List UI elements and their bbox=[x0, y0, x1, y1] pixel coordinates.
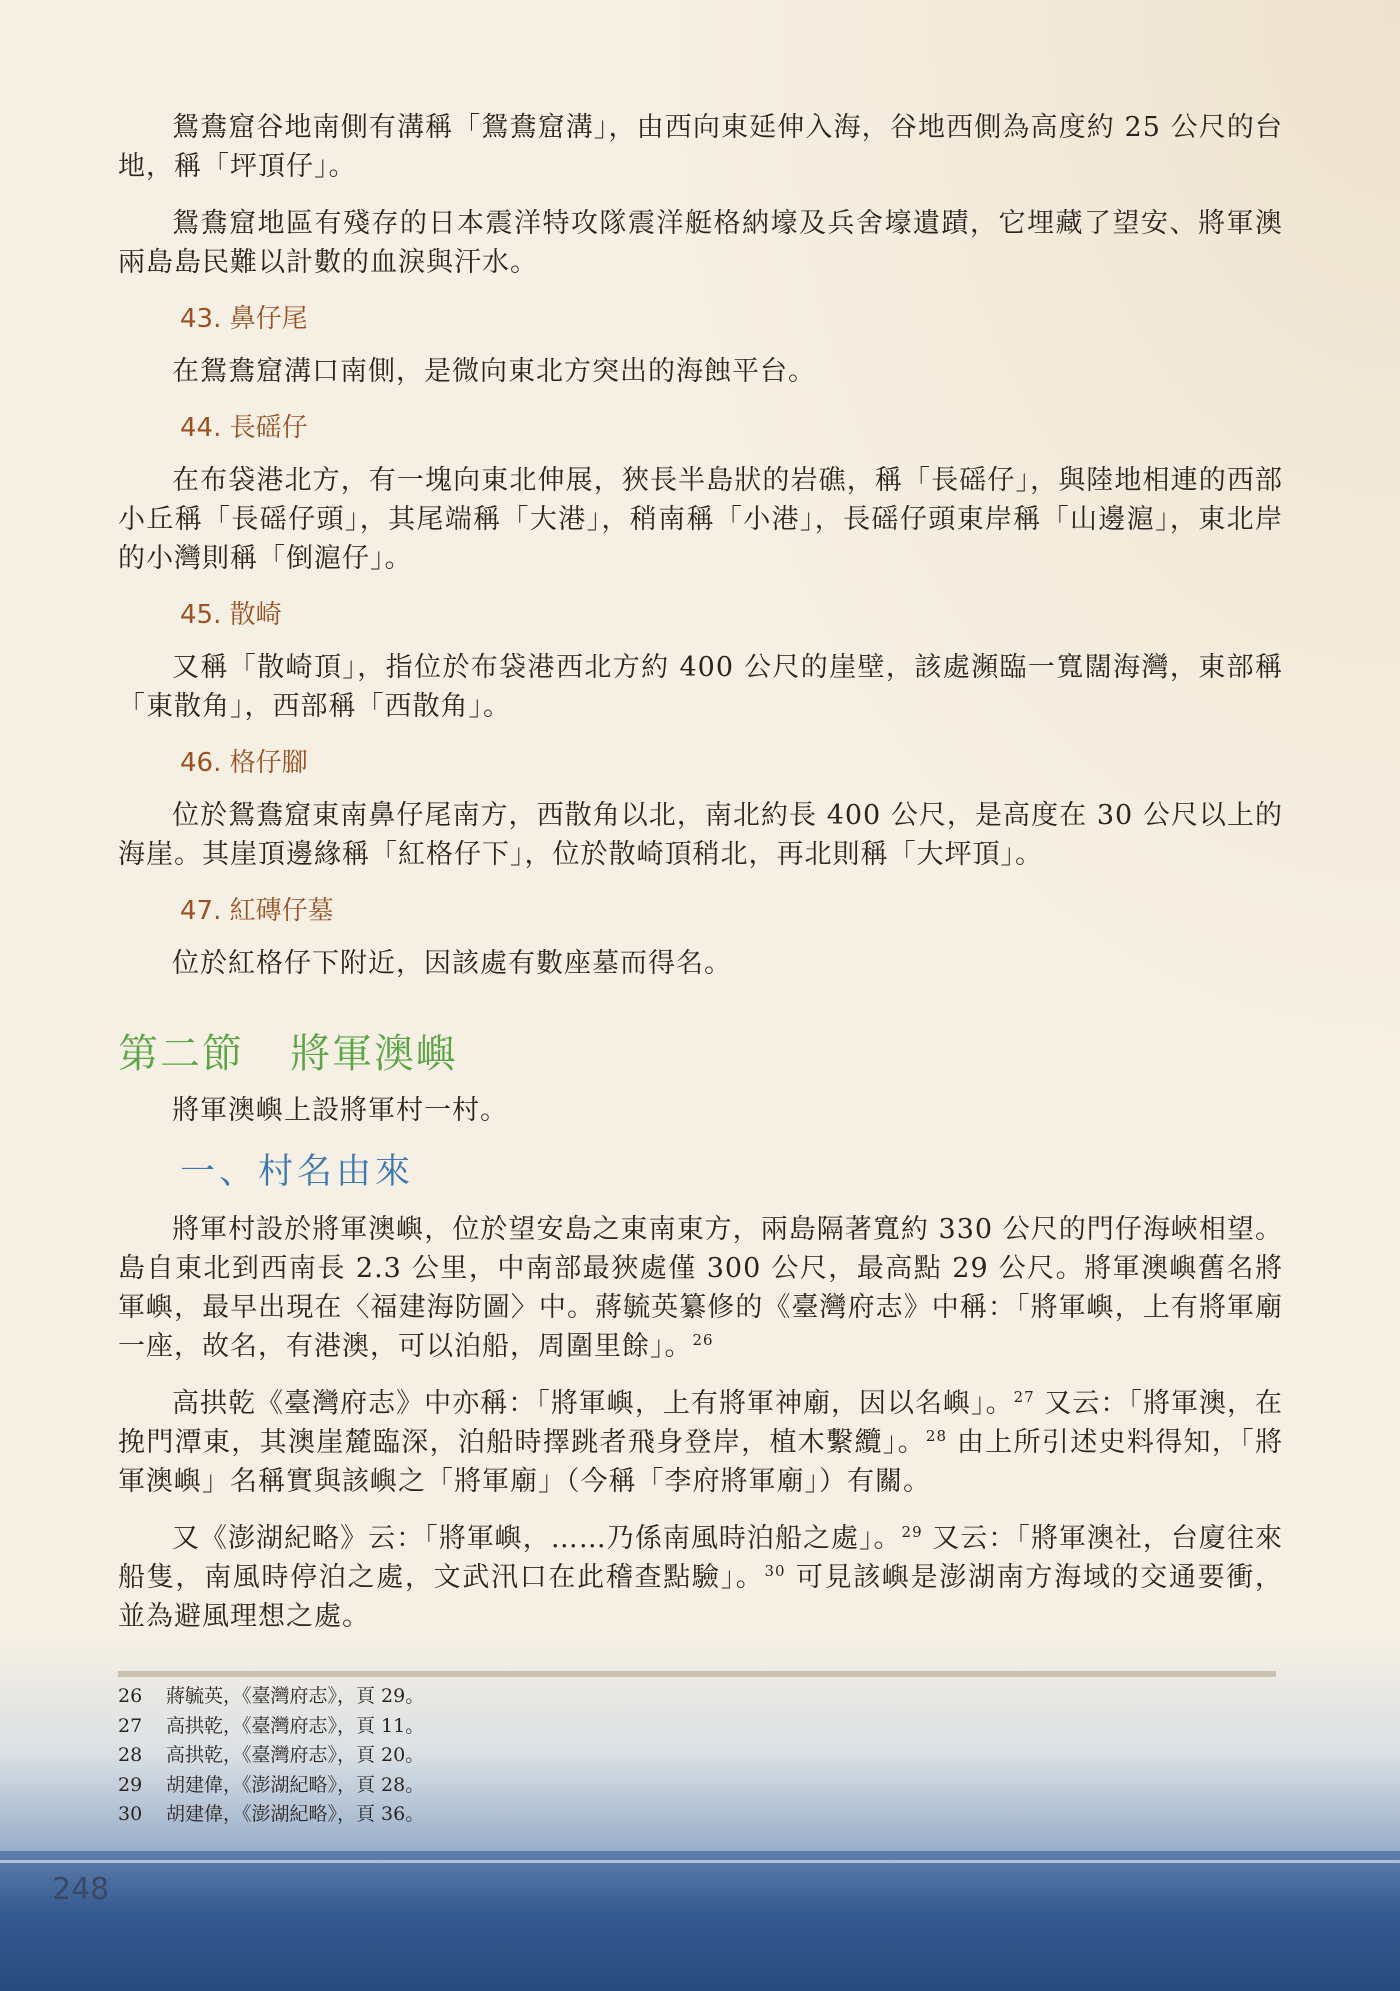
section-number: 第二節 bbox=[118, 1031, 244, 1077]
footnote-number: 26 bbox=[118, 1685, 143, 1707]
footnote-ref-30[interactable]: 30 bbox=[764, 1562, 786, 1580]
footnote-text: 高拱乾，《臺灣府志》，頁 11。 bbox=[166, 1714, 425, 1737]
item-text-45: 又稱「散崎頂」，指位於布袋港西北方約 400 公尺的崖壁，該處瀕臨一寬闊海灣，東部稱「東散角」，西部稱「西散角」。 bbox=[118, 652, 1283, 722]
body-paragraph-2 bbox=[118, 1384, 1283, 1501]
item-text-47: 位於紅格仔下附近，因該處有數座墓而得名。 bbox=[172, 948, 732, 979]
footnote-ref-28[interactable]: 28 bbox=[925, 1427, 948, 1445]
footnote-item bbox=[118, 1682, 1018, 1712]
footnotes bbox=[118, 1682, 1018, 1830]
footnote-ref-27[interactable]: 27 bbox=[1013, 1388, 1035, 1406]
body-p3-text-c: 可見該嶼是澎湖南方海域的交通要衝，並為避風理想之處。 bbox=[118, 1562, 1283, 1632]
item-heading-46: 46. 格仔腳 bbox=[180, 748, 308, 778]
body-paragraph-3 bbox=[118, 1519, 1283, 1636]
section-heading bbox=[118, 1027, 1283, 1081]
main-content bbox=[118, 108, 1283, 1654]
body-p3-text-a: 又《澎湖紀略》云：「將軍嶼，……乃係南風時泊船之處」。 bbox=[172, 1523, 902, 1554]
footnote-divider bbox=[118, 1671, 1276, 1677]
paragraph-ruins: 鴛鴦窟地區有殘存的日本震洋特攻隊震洋艇格納壕及兵舍壕遺蹟，它埋藏了望安、將軍澳兩島島民難以計數的血淚與汗水。 bbox=[118, 208, 1283, 278]
footnote-number: 29 bbox=[118, 1773, 143, 1796]
footnote-text: 蔣毓英，《臺灣府志》，頁 29。 bbox=[166, 1685, 425, 1707]
page-number: 248 bbox=[52, 1872, 110, 1907]
footnote-text: 胡建偉，《澎湖紀略》，頁 28。 bbox=[166, 1773, 425, 1796]
footnote-number: 28 bbox=[118, 1744, 143, 1766]
footnote-item bbox=[118, 1800, 1018, 1830]
item-heading-47: 47. 紅磚仔墓 bbox=[180, 896, 334, 926]
item-text-44: 在布袋港北方，有一塊向東北伸展，狹長半島狀的岩礁，稱「長磘仔」，與陸地相連的西部小丘稱「長磘仔頭」，其尾端稱「大港」，稍南稱「小港」，長磘仔頭東岸稱「山邊滬」，東北岸的小灣則稱「倒滬仔」。 bbox=[118, 465, 1283, 574]
item-heading-45: 45. 散崎 bbox=[180, 600, 282, 630]
paragraph-ditch: 鴛鴦窟谷地南側有溝稱「鴛鴦窟溝」，由西向東延伸入海，谷地西側為高度約 25 公尺的台地，稱「坪頂仔」。 bbox=[118, 112, 1283, 182]
footnote-number: 27 bbox=[118, 1714, 143, 1737]
footnote-ref-26[interactable]: 26 bbox=[692, 1331, 714, 1349]
footnote-text: 高拱乾，《臺灣府志》，頁 20。 bbox=[166, 1744, 425, 1766]
item-text-43: 在鴛鴦窟溝口南側，是微向東北方突出的海蝕平台。 bbox=[172, 356, 816, 387]
body-p2-text-b: 又云：「將軍澳，在挽門潭東，其澳崖麓臨深，泊船時擇跳者飛身登岸，植木繫纜」。 bbox=[118, 1388, 1283, 1458]
horizon-line bbox=[0, 1860, 1400, 1863]
body-p3-text-b: 又云：「將軍澳社，台廈往來船隻，南風時停泊之處，文武汛口在此稽查點驗」。 bbox=[118, 1523, 1283, 1593]
body-p2-text-c: 由上所引述史料得知，「將軍澳嶼」名稱實與該嶼之「將軍廟」（今稱「李府將軍廟」）有關。 bbox=[118, 1427, 1283, 1497]
item-heading-43: 43. 鼻仔尾 bbox=[180, 304, 308, 334]
body-paragraph-1 bbox=[118, 1210, 1283, 1366]
section-title: 將軍澳嶼 bbox=[290, 1031, 458, 1077]
item-heading-44: 44. 長磘仔 bbox=[180, 413, 308, 443]
footnote-item bbox=[118, 1712, 1018, 1742]
footnote-item bbox=[118, 1771, 1018, 1801]
footnote-number: 30 bbox=[118, 1803, 143, 1825]
item-text-46: 位於鴛鴦窟東南鼻仔尾南方，西散角以北，南北約長 400 公尺，是高度在 30 公尺以上的海崖。其崖頂邊緣稱「紅格仔下」，位於散崎頂稍北，再北則稱「大坪頂」。 bbox=[118, 800, 1283, 870]
section-intro: 將軍澳嶼上設將軍村一村。 bbox=[172, 1095, 508, 1126]
subsection-heading: 一、村名由來 bbox=[180, 1152, 415, 1192]
body-p2-text-a: 高拱乾《臺灣府志》中亦稱：「將軍嶼，上有將軍神廟，因以名嶼」。 bbox=[172, 1388, 1014, 1419]
footnote-text: 胡建偉，《澎湖紀略》，頁 36。 bbox=[166, 1803, 425, 1825]
footnote-item bbox=[118, 1741, 1018, 1771]
footnote-ref-29[interactable]: 29 bbox=[901, 1523, 923, 1541]
sea-photo-strip bbox=[0, 1851, 1400, 1991]
body-p1-text: 將軍村設於將軍澳嶼，位於望安島之東南東方，兩島隔著寬約 330 公尺的門仔海峽相望。島自東北到西南長 2.3 公里，中南部最狹處僅 300 公尺，最高點 29 公尺。將軍澳嶼舊名將軍嶼，最早出現在〈福建海防圖〉中。蔣毓英纂修的《臺灣府志》中稱：「將軍嶼，上有將軍廟一座，故名，有港澳，可以泊船，周圍里餘」。 bbox=[118, 1214, 1283, 1362]
